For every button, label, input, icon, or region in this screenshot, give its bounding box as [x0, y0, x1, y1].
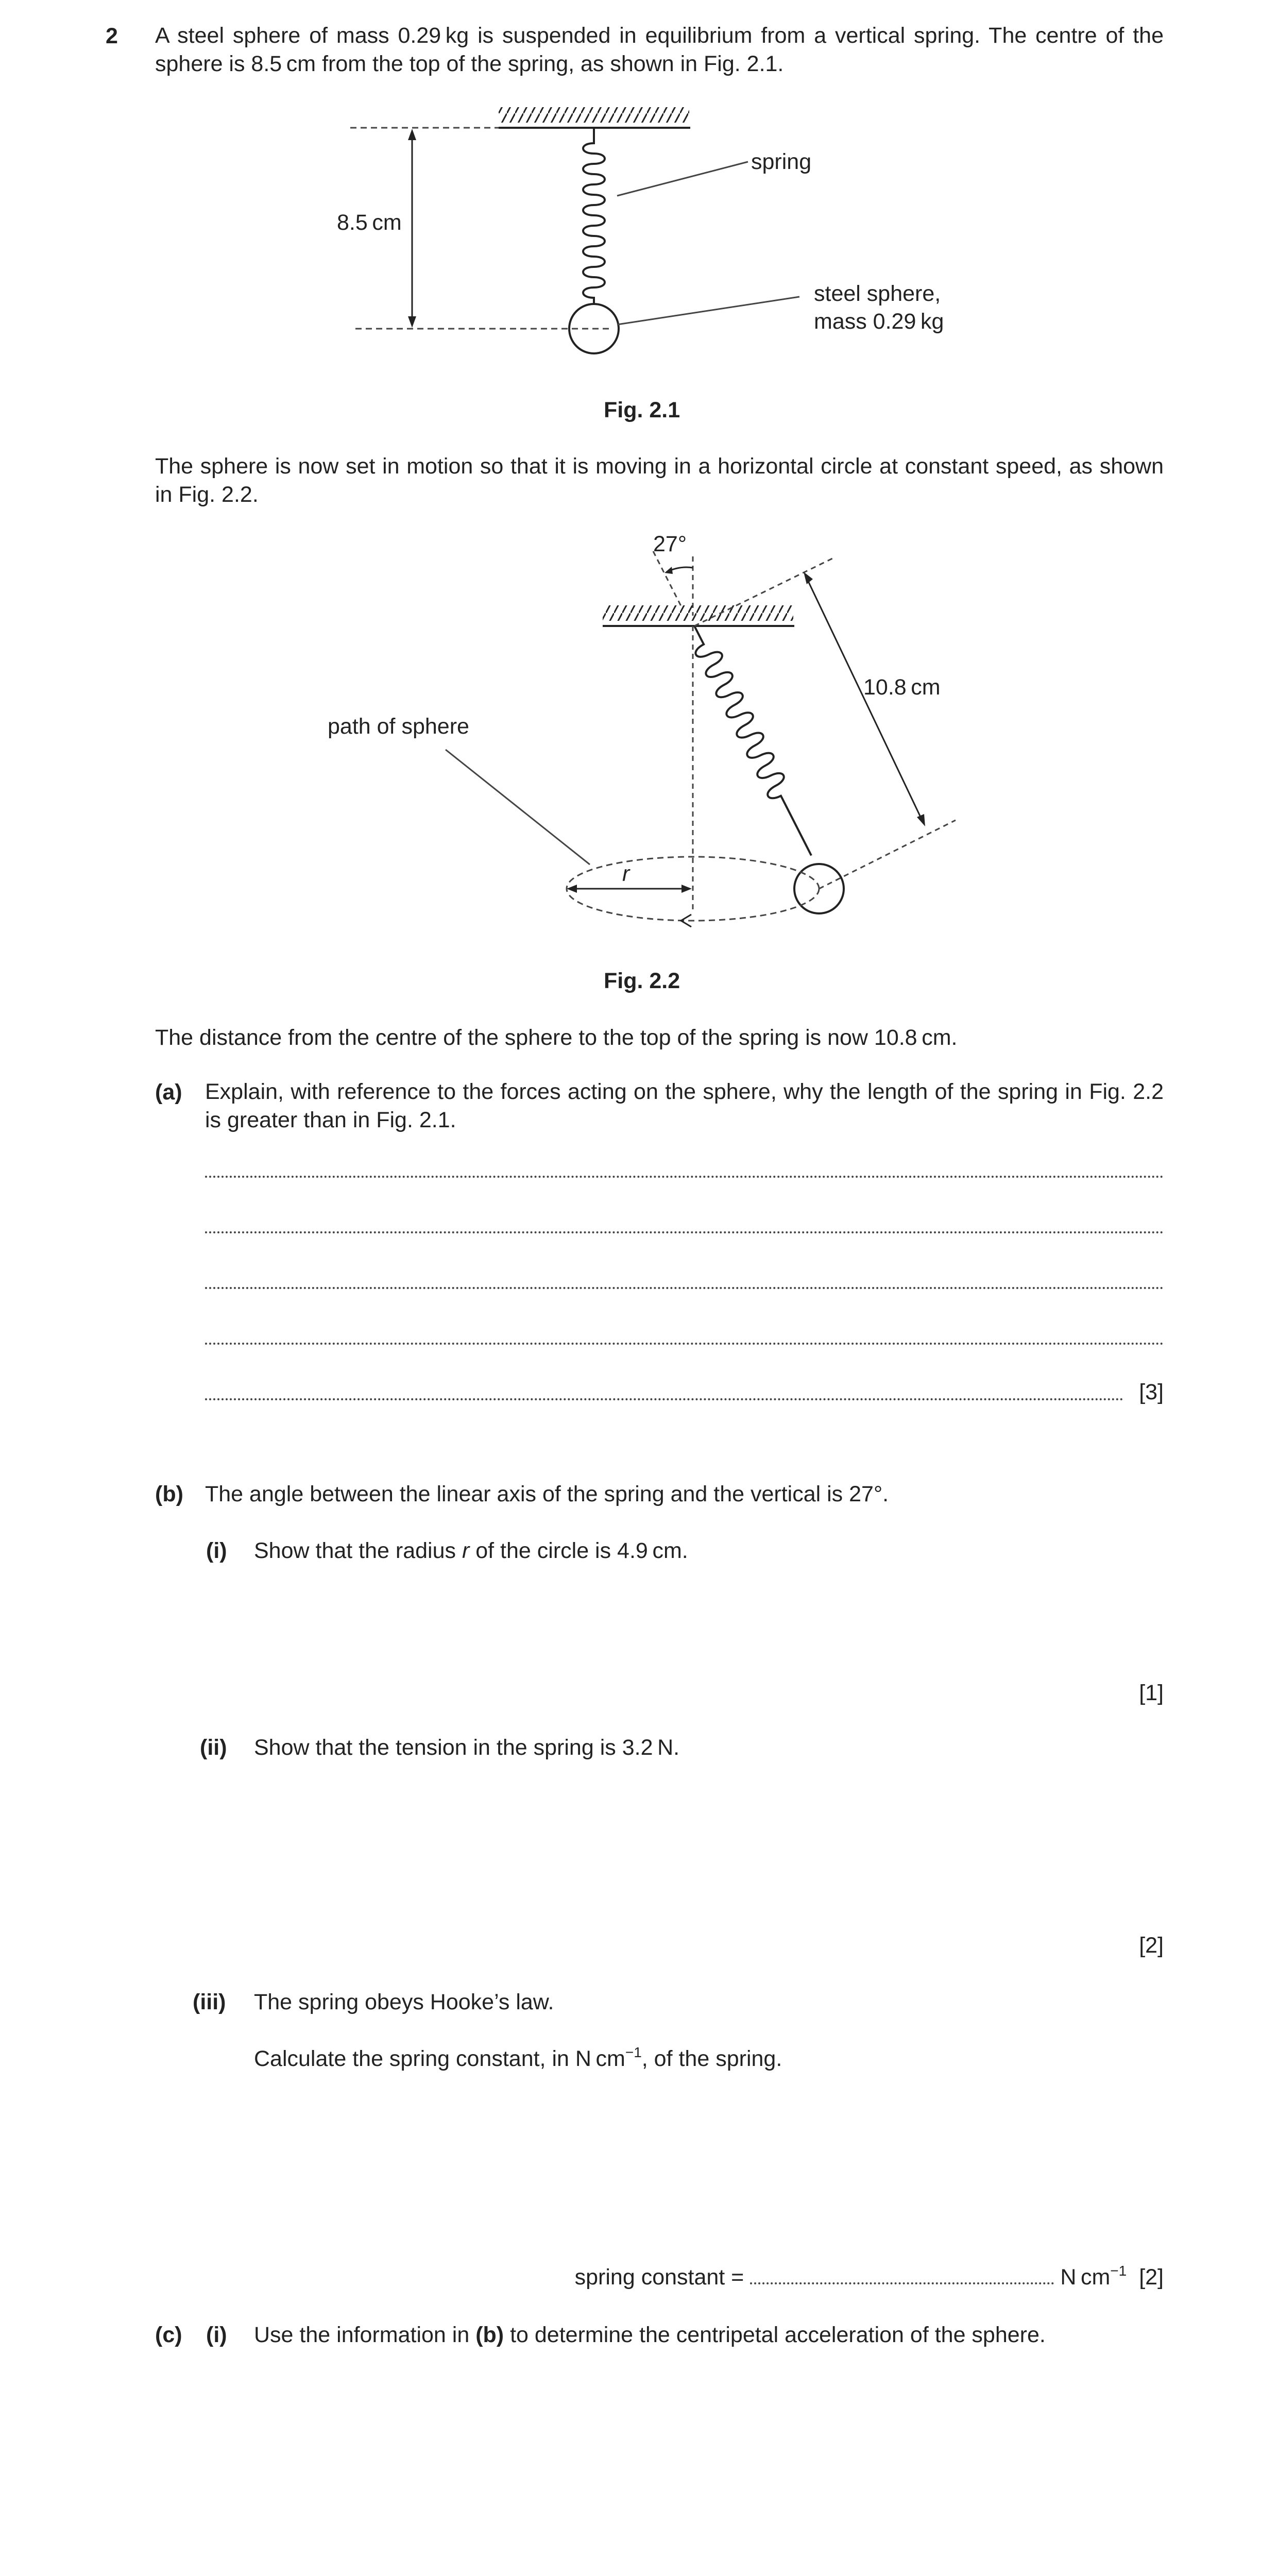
part-b-iii-marks: [2]: [1139, 2265, 1164, 2290]
part-b-iii-label: (iii): [193, 1990, 226, 2014]
question-intro: A steel sphere of mass 0.29 kg is suspended in equilibrium from a vertical spring. The centre of the sphere is 8.5 cm from the top of the spring, as shown in Fig. 2.1.: [155, 23, 1164, 76]
fig2-caption: Fig. 2.2: [604, 969, 680, 993]
part-b-ii-label: (ii): [200, 1735, 227, 1760]
part-c-i-text-after: to determine the centripetal acceleration of the sphere.: [504, 2323, 1046, 2347]
answer-line-a1[interactable]: [205, 1176, 1164, 1178]
part-b-label: (b): [155, 1482, 183, 1506]
part-b-i-text: [254, 1538, 688, 1564]
fig2-path-label: path of sphere: [328, 714, 469, 739]
answer-line-a3[interactable]: [205, 1287, 1164, 1289]
fig1-sphere-label-1: steel sphere,: [814, 281, 941, 306]
part-b-ii-text: Show that the tension in the spring is 3.2 N.: [254, 1735, 680, 1760]
fig1-sphere-label-2: mass 0.29 kg: [814, 309, 944, 334]
part-a-text: Explain, with reference to the forces acting on the sphere, why the length of the spring in Fig. 2.2 is greater than in Fig. 2.1.: [205, 1079, 1164, 1132]
ceiling-hatch: [499, 107, 689, 123]
fig1-caption: Fig. 2.1: [604, 398, 680, 422]
fig2-length-label: 10.8 cm: [863, 675, 941, 700]
fig2-angle-label: 27°: [653, 532, 687, 556]
spring-constant-unit: N cm: [1060, 2265, 1111, 2290]
fig2-radius-label: r: [622, 861, 630, 886]
fig1-spring-label: spring: [751, 149, 812, 174]
distance-text: The distance from the centre of the sphere to the top of the spring is now 10.8 cm.: [155, 1025, 958, 1050]
answer-line-a5[interactable]: [205, 1398, 1123, 1400]
sphere-leader: [617, 297, 799, 325]
part-b-iii-text2-before: Calculate the spring constant, in N cm: [254, 2046, 625, 2071]
part-b-text: The angle between the linear axis of the spring and the vertical is 27°.: [205, 1482, 889, 1506]
spring-constant-unit-sup: −1: [1110, 2263, 1127, 2279]
part-b-i-variable: r: [462, 1538, 470, 1563]
part-a-marks: [3]: [1139, 1380, 1164, 1404]
part-c-label: (c): [155, 2323, 182, 2347]
part-c-i-text: [254, 2323, 1046, 2348]
spring-constant-answer: [575, 2265, 1164, 2290]
angle-reference: [653, 551, 683, 609]
part-c-i-text-bold: (b): [475, 2323, 504, 2347]
part-b-i-text-before: Show that the radius: [254, 1538, 462, 1563]
fig1-distance-label: 8.5 cm: [337, 210, 402, 235]
spring-coil: [583, 128, 605, 304]
part-b-ii-marks: [2]: [1139, 1933, 1164, 1958]
tilted-spring-coil: [684, 621, 822, 861]
part-b-iii-text2-sup: −1: [625, 2044, 642, 2060]
motion-text: The sphere is now set in motion so that it is moving in a horizontal circle at constant speed, as shown in Fig. 2.2.: [155, 454, 1164, 507]
part-b-iii-text2: [254, 2046, 782, 2072]
question-number: 2: [106, 24, 118, 48]
part-c-i-label: (i): [206, 2323, 227, 2347]
answer-line-a2[interactable]: [205, 1231, 1164, 1233]
spring-constant-label: spring constant =: [574, 2265, 744, 2290]
part-b-i-label: (i): [206, 1538, 227, 1563]
answer-line-a4[interactable]: [205, 1343, 1164, 1345]
extension-bottom: [819, 820, 956, 889]
path-leader: [446, 750, 590, 865]
spring-leader: [617, 162, 748, 196]
part-b-i-marks: [1]: [1139, 1681, 1164, 1705]
part-b-i-text-after: of the circle is 4.9 cm.: [469, 1538, 688, 1563]
part-a-label: (a): [155, 1080, 182, 1105]
spring-constant-input[interactable]: [750, 2278, 1054, 2284]
part-c-i-text-before: Use the information in: [254, 2323, 476, 2347]
part-b-iii-text2-after: , of the spring.: [641, 2046, 782, 2071]
ceiling-hatch-2: [603, 605, 793, 621]
part-b-iii-text1: The spring obeys Hooke’s law.: [254, 1990, 554, 2014]
